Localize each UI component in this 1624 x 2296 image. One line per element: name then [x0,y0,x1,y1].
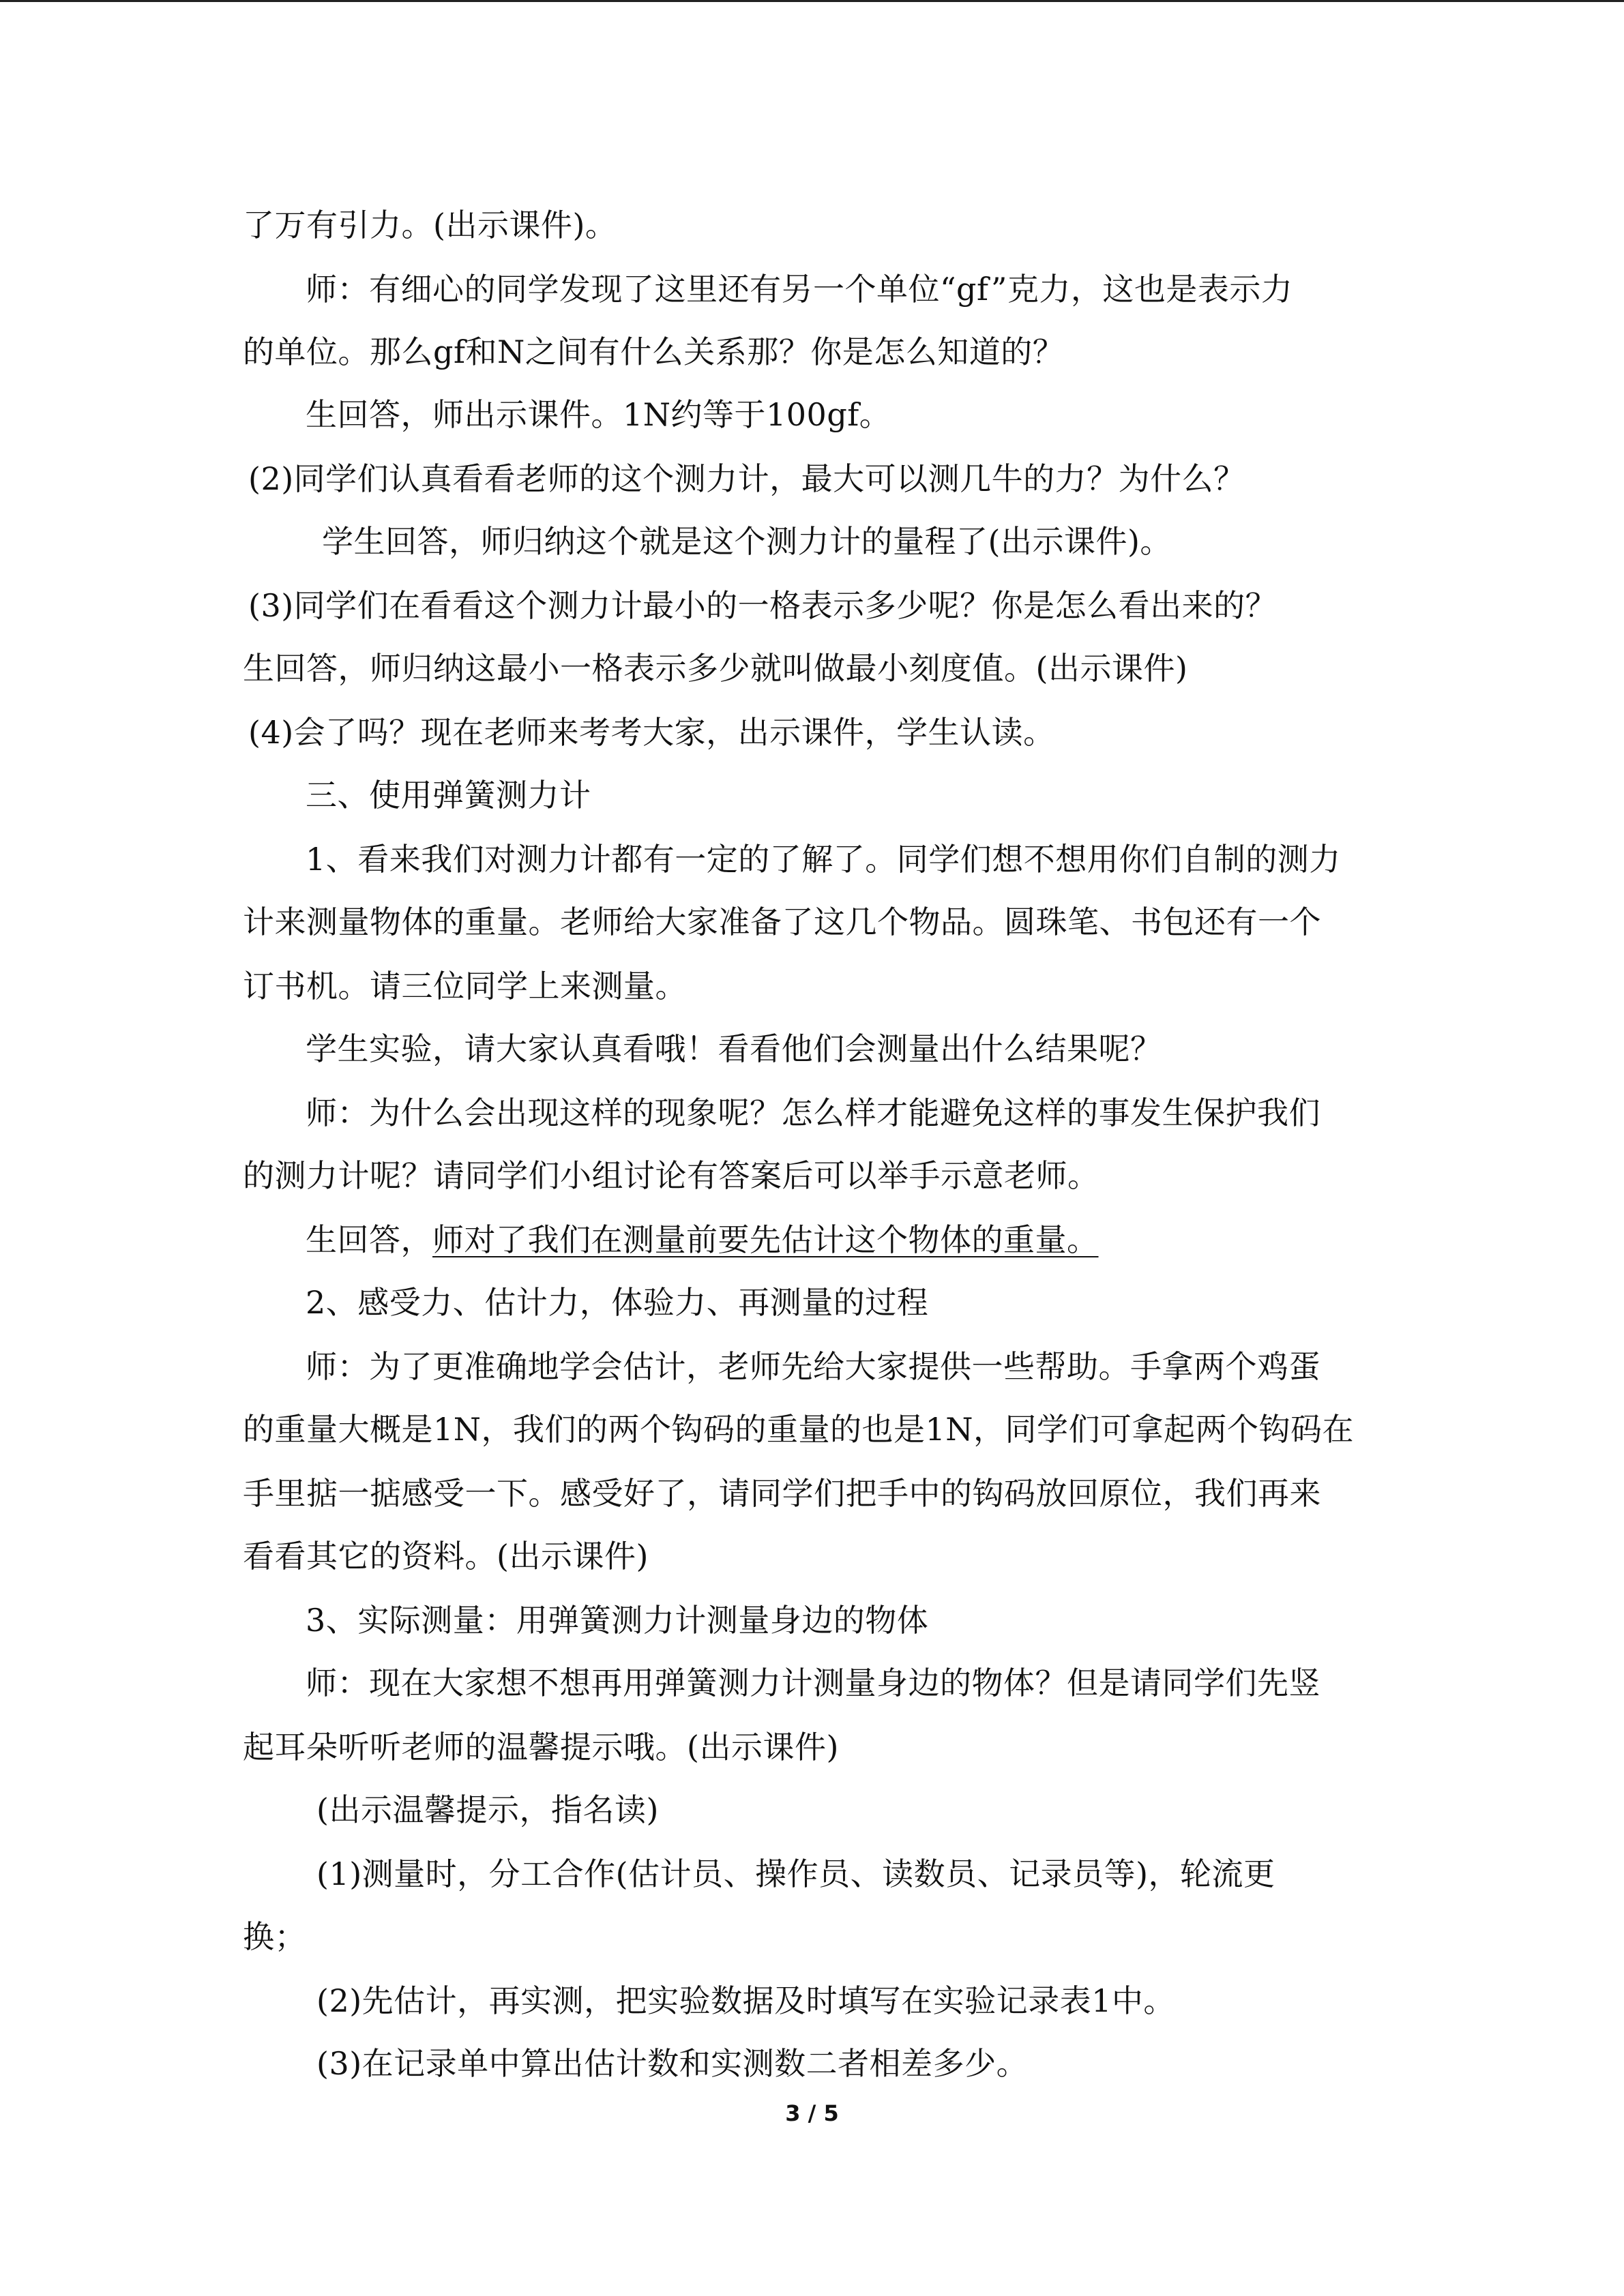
underlined-text: 师对了我们在测量前要先估计这个物体的重量。 [432,1221,1099,1258]
paragraph-line: 学生实验，请大家认真看哦！看看他们会测量出什么结果呢？ [306,1030,1162,1067]
paragraph-line: 生回答，师归纳这最小一格表示多少就叫做最小刻度值。(出示课件) [243,650,1188,687]
paragraph-line: 师：现在大家想不想再用弹簧测力计测量身边的物体？但是请同学们先竖 [306,1665,1320,1701]
paragraph-line: (1)测量时，分工合作(估计员、操作员、读数员、记录员等)，轮流更 [316,1855,1275,1892]
paragraph-line [306,1219,1099,1260]
paragraph-line: 的测力计呢？请同学们小组讨论有答案后可以举手示意老师。 [243,1157,1099,1194]
answer-prefix: 生回答， [306,1221,432,1258]
paragraph-line: 1、看来我们对测力计都有一定的了解了。同学们想不想用你们自制的测力 [306,841,1341,878]
paragraph-line: 师：为了更准确地学会估计，老师先给大家提供一些帮助。手拿两个鸡蛋 [306,1348,1320,1385]
paragraph-line: 的重量大概是1N，我们的两个钩码的重量的也是1N，同学们可拿起两个钩码在 [243,1411,1355,1448]
page-number: 3 / 5 [785,2100,839,2126]
paragraph-line: 订书机。请三位同学上来测量。 [243,968,687,1004]
paragraph-line: 起耳朵听听老师的温馨提示哦。(出示课件) [243,1729,839,1765]
paragraph-line: (3)同学们在看看这个测力计最小的一格表示多少呢？你是怎么看出来的？ [248,587,1278,624]
paragraph-line: 手里掂一掂感受一下。感受好了，请同学们把手中的钩码放回原位，我们再来 [243,1475,1321,1512]
paragraph-line: (2)先估计，再实测，把实验数据及时填写在实验记录表1中。 [316,1982,1175,2019]
paragraph-line: (4)会了吗？现在老师来考考大家，出示课件，学生认读。 [248,714,1055,751]
section-heading: 2、感受力、估计力，体验力、再测量的过程 [306,1284,929,1321]
paragraph-line: 了万有引力。(出示课件)。 [243,207,617,243]
paragraph-line: 计来测量物体的重量。老师给大家准备了这几个物品。圆珠笔、书包还有一个 [243,904,1321,940]
paragraph-line: 学生回答，师归纳这个就是这个测力计的量程了(出示课件)。 [322,523,1172,560]
paragraph-line: (出示温馨提示，指名读) [316,1791,659,1828]
paragraph-line: 的单位。那么gf和N之间有什么关系那？你是怎么知道的？ [243,333,1065,370]
paragraph-line: 换； [243,1918,306,1955]
paragraph-line: (2)同学们认真看看老师的这个测力计，最大可以测几牛的力？为什么？ [248,460,1245,497]
paragraph-line: 师：为什么会出现这样的现象呢？怎么样才能避免这样的事发生保护我们 [306,1094,1320,1131]
paragraph-line: 师：有细心的同学发现了这里还有另一个单位“gf”克力，这也是表示力 [306,271,1293,308]
section-heading: 三、使用弹簧测力计 [306,777,591,814]
paragraph-line: (3)在记录单中算出估计数和实测数二者相差多少。 [316,2045,1029,2082]
top-border [0,0,1624,2]
paragraph-line: 看看其它的资料。(出示课件) [243,1538,649,1575]
paragraph-line: 生回答，师出示课件。1N约等于100gf。 [306,396,891,433]
section-heading: 3、实际测量：用弹簧测力计测量身边的物体 [306,1602,929,1639]
